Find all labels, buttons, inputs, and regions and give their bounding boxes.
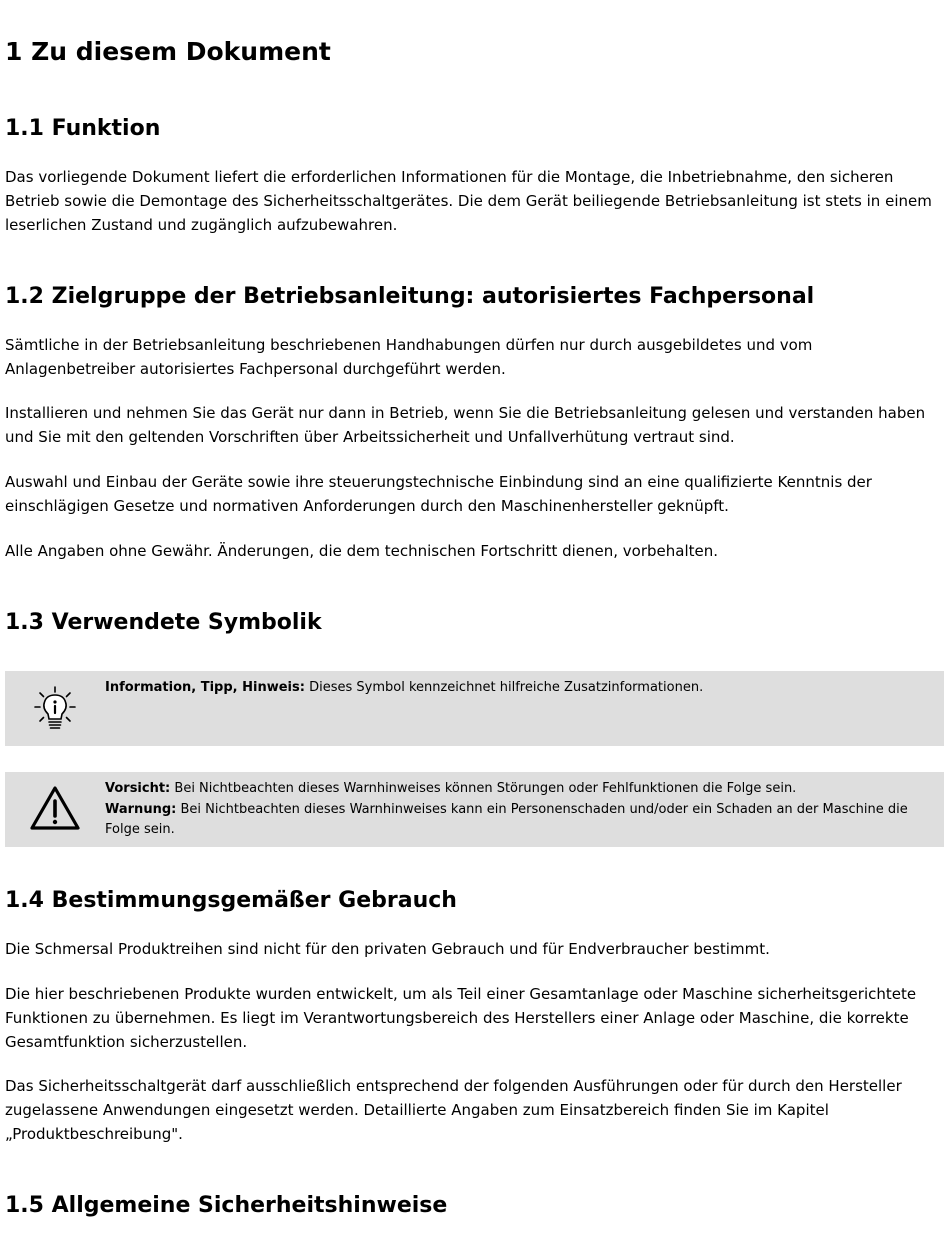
info-symbol-description: Dieses Symbol kennzeichnet hilfreiche Zusatzinformationen. <box>304 680 704 695</box>
warning-triangle-icon <box>27 782 83 838</box>
warning-description: Bei Nichtbeachten dieses Warnhinweises kann ein Personenschaden und/oder ein Schaden an der Maschine die Folge sein. <box>105 801 908 837</box>
section-1-4-paragraph-3: Das Sicherheitsschaltgerät darf ausschließlich entsprechend der folgenden Ausführungen oder für durch den Hersteller zugelassene Anwendungen eingesetzt werden. Detaillierte Angaben zum Einsatzbereich finden Sie im Kapitel „Produktbeschreibung". <box>5 1077 902 1143</box>
warning-line <box>105 800 930 841</box>
section-1-2-paragraph-3: Auswahl und Einbau der Geräte sowie ihre steuerungstechnische Einbindung sind an eine qualifizierte Kenntnis der einschlägigen Gesetze und normativen Anforderungen durch den Maschinenhersteller geknüpft. <box>5 473 872 515</box>
info-symbol-box <box>5 671 944 746</box>
caution-label: Vorsicht: <box>105 781 171 796</box>
section-1-1-heading: 1.1 Funktion <box>5 116 161 141</box>
info-symbol-text <box>105 678 930 699</box>
section-1-2-paragraph-2: Installieren und nehmen Sie das Gerät nur dann in Betrieb, wenn Sie die Betriebsanleitung gelesen und verstanden haben und Sie mit den geltenden Vorschriften über Arbeitssicherheit und Unfallverhütung vertraut sind. <box>5 404 926 446</box>
warning-label: Warnung: <box>105 801 177 817</box>
section-1-1-paragraph: Das vorliegende Dokument liefert die erforderlichen Informationen für die Montage, die Inbetriebnahme, den sicheren Betrieb sowie die Demontage des Sicherheitsschaltgerätes. Die dem Gerät beiliegende Betriebsanleitung ist stets in einem leserlichen Zustand und zugänglich aufzubewahren. <box>5 168 932 234</box>
section-1-4-heading: 1.4 Bestimmungsgemäßer Gebrauch <box>5 888 457 913</box>
warning-symbol-box <box>5 772 944 847</box>
section-1-5-heading: 1.5 Allgemeine Sicherheitshinweise <box>5 1193 448 1218</box>
section-1-4-paragraph-1: Die Schmersal Produktreihen sind nicht für den privaten Gebrauch und für Endverbraucher bestimmt. <box>5 940 770 958</box>
section-1-heading: 1 Zu diesem Dokument <box>5 37 331 66</box>
section-1-2-paragraph-4: Alle Angaben ohne Gewähr. Änderungen, die dem technischen Fortschritt dienen, vorbehalten. <box>5 542 719 560</box>
caution-description: Bei Nichtbeachten dieses Warnhinweises können Störungen oder Fehlfunktionen die Folge sein. <box>170 781 797 796</box>
caution-line <box>105 779 930 800</box>
warning-symbol-text <box>105 779 930 841</box>
section-1-3-heading: 1.3 Verwendete Symbolik <box>5 610 322 635</box>
info-symbol-label: Information, Tipp, Hinweis: <box>105 680 305 695</box>
lightbulb-info-icon <box>27 681 83 737</box>
section-1-4-paragraph-2: Die hier beschriebenen Produkte wurden entwickelt, um als Teil einer Gesamtanlage oder Maschine sicherheitsgerichtete Funktionen zu übernehmen. Es liegt im Verantwortungsbereich des Herstellers einer Anlage oder Maschine, die korrekte Gesamtfunktion sicherzustellen. <box>5 985 917 1051</box>
section-1-2-paragraph-1: Sämtliche in der Betriebsanleitung beschriebenen Handhabungen dürfen nur durch ausgebildetes und vom Anlagenbetreiber autorisiertes Fachpersonal durchgeführt werden. <box>5 336 813 378</box>
section-1-2-heading: 1.2 Zielgruppe der Betriebsanleitung: autorisiertes Fachpersonal <box>5 284 815 309</box>
